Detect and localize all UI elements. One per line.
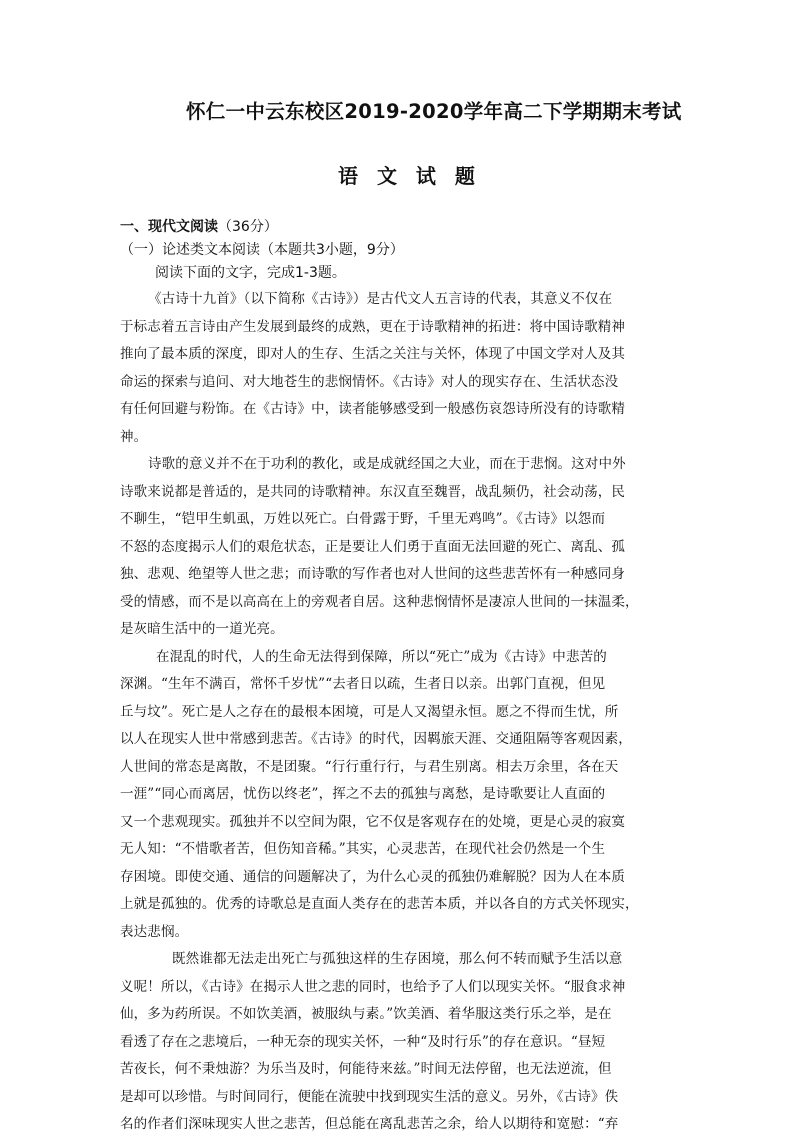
passage-body (120, 286, 676, 1139)
passage-line: 无人知：“不惜歌者苦，但伤知音稀。”其实，心灵悲苦，在现代社会仍然是一个生 (120, 841, 606, 857)
passage-line: 上就是孤独的。优秀的诗歌总是直面人类存在的悲苦本质，并以各自的方式关怀现实， (120, 896, 639, 912)
passage-line: 诗歌来说都是普适的，是共同的诗歌精神。东汉直至魏晋，战乱频仍，社会动荡，民 (120, 483, 626, 500)
sub-section-heading: （一）论述类文本阅读（本题共3小题，9分） (120, 242, 404, 258)
passage-line: 一涯”“同心而离居，忧伤以终老”，挥之不去的孤独与离愁，是诗歌要让人直面的 (120, 786, 606, 802)
section-heading (120, 216, 278, 236)
passage-line: 存困境。即使交通、通信的问题解决了，为什么心灵的孤独仍难解脱？因为人在本质 (120, 868, 626, 885)
passage-line: 仙，多为药所误。不如饮美酒，被服纨与素。”饮美酒、着华服这类行乐之举，是在 (120, 1006, 612, 1022)
passage-line: 受的情感，而不是以高高在上的旁观者自居。这种悲悯情怀是凄凉人世间的一抹温柔， (120, 593, 639, 610)
passage-line: 有任何回避与粉饰。在《古诗》中，读者能够感受到一般感伤哀怨诗所没有的诗歌精 (120, 401, 626, 417)
section-heading-text: 一、现代文阅读 (120, 219, 218, 235)
passage-line: 看透了存在之悲境后，一种无奈的现实关怀，一种“及时行乐”的存在意识。“昼短 (120, 1033, 606, 1050)
passage-line: 丘与坟”。死亡是人之存在的最根本困境，可是人又渴望永恒。愿之不得而生忧，所 (120, 703, 619, 720)
passage-line: 诗歌的意义并不在于功利的教化，或是成就经国之大业，而在于悲悯。这对中外 (148, 456, 626, 472)
passage-line: 神。 (120, 428, 148, 445)
section-score: （36分） (218, 219, 278, 235)
passage-line: 名的作者们深味现实人世之悲苦，但总能在离乱悲苦之余，给人以期待和宽慰：“弃 (120, 1116, 619, 1132)
passage-line: 义呢！所以，《古诗》在揭示人世之悲的同时，也给予了人们以现实关怀。“服食求神 (120, 978, 626, 995)
passage-line: 是却可以珍惜。与时间同行，便能在流驶中找到现实生活的意义。另外，《古诗》佚 (120, 1088, 619, 1105)
passage-line: 人世间的常态是离散，不是团聚。“行行重行行，与君生别离。相去万余里，各在天 (120, 758, 619, 775)
passage-line: 《古诗十九首》（以下简称《古诗》）是古代文人五言诗的代表，其意义不仅在 (148, 291, 613, 307)
passage-line: 以人在现实人世中常感到悲苦。《古诗》的时代，因羁旅天涯、交通阻隔等客观因素， (120, 731, 632, 747)
reading-instruction: 阅读下面的文字，完成1-3题。 (155, 265, 346, 281)
passage-line: 表达悲悯。 (120, 923, 189, 940)
exam-subtitle: 语 文 试 题 (338, 164, 481, 188)
exam-title: 怀仁一中云东校区2019-2020学年高二下学期期末考试 (186, 100, 682, 123)
passage-line: 又一个悲观现实。孤独并不以空间为限，它不仅是客观存在的处境，更是心灵的寂寞 (120, 813, 626, 830)
passage-line: 于标志着五言诗由产生发展到最终的成熟，更在于诗歌精神的拓进：将中国诗歌精神 (120, 318, 626, 335)
passage-line: 深渊。“生年不满百，常怀千岁忧”“去者日以疏，生者日以亲。出郭门直视，但见 (120, 676, 606, 692)
passage-line: 苦夜长，何不秉烛游？为乐当及时，何能待来兹。”时间无法停留，也无法逆流，但 (120, 1061, 612, 1077)
passage-line: 既然谁都无法走出死亡与孤独这样的生存困境，那么何不转而赋予生活以意 (172, 951, 623, 967)
passage-line: 不怒的态度揭示人们的艰危状态，正是要让人们勇于直面无法回避的死亡、离乱、孤 (120, 538, 626, 555)
passage-line: 命运的探索与追问、对大地苍生的悲悯情怀。《古诗》对人的现实存在、生活状态没 (120, 373, 619, 390)
passage-line: 独、悲观、绝望等人世之悲；而诗歌的写作者也对人世间的这些悲苦怀有一种感同身 (120, 566, 626, 582)
passage-line: 是灰暗生活中的一道光亮。 (120, 621, 284, 637)
passage-line: 不聊生，“铠甲生虮虱，万姓以死亡。白骨露于野，千里无鸡鸣”。《古诗》以怨而 (120, 511, 606, 527)
passage-line: 推向了最本质的深度，即对人的生存、生活之关注与关怀，体现了中国文学对人及其 (120, 346, 626, 362)
passage-line: 在混乱的时代，人的生命无法得到保障，所以“死亡”成为《古诗》中悲苦的 (156, 648, 607, 665)
